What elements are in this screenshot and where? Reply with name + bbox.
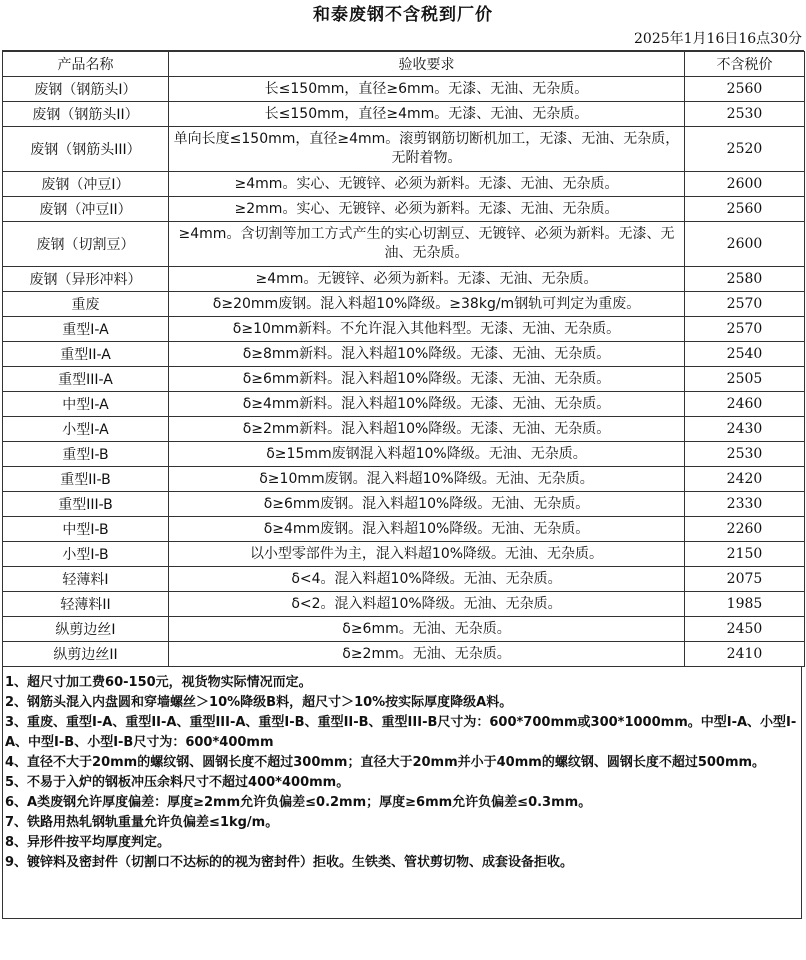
requirement-cell: δ<4。混入料超10%降级。无油、无杂质。: [169, 567, 685, 592]
product-name-cell: 纵剪边丝I: [3, 617, 169, 642]
table-row: [3, 417, 805, 442]
price-cell: 2450: [685, 617, 805, 642]
requirement-cell: δ≥2mm。无油、无杂质。: [169, 642, 685, 667]
product-name-cell: 废钢（异形冲料）: [3, 267, 169, 292]
requirement-cell: 以小型零部件为主，混入料超10%降级。无油、无杂质。: [169, 542, 685, 567]
price-cell: 2560: [685, 197, 805, 222]
note-item: 9、镀锌料及密封件（切割口不达标的的视为密封件）拒收。生铁类、管状剪切物、成套设备拒收。: [5, 855, 574, 870]
price-cell: 2430: [685, 417, 805, 442]
product-name-cell: 重型III-A: [3, 367, 169, 392]
price-cell: 2540: [685, 342, 805, 367]
requirement-cell: δ≥10mm废钢。混入料超10%降级。无油、无杂质。: [169, 467, 685, 492]
note-item: 5、不易于入炉的钢板冲压余料尺寸不超过400*400mm。: [5, 775, 350, 790]
table-row: [3, 517, 805, 542]
price-table: [2, 51, 805, 667]
product-name-cell: 重型I-B: [3, 442, 169, 467]
price-cell: 2600: [685, 172, 805, 197]
table-row: [3, 492, 805, 517]
product-name-cell: 轻薄料II: [3, 592, 169, 617]
requirement-cell: ≥4mm。实心、无镀锌、必须为新料。无漆、无油、无杂质。: [169, 172, 685, 197]
price-cell: 2410: [685, 642, 805, 667]
table-row: [3, 617, 805, 642]
product-name-cell: 轻薄料I: [3, 567, 169, 592]
table-row: [3, 542, 805, 567]
price-cell: 2580: [685, 267, 805, 292]
table-row: [3, 267, 805, 292]
product-name-cell: 小型I-A: [3, 417, 169, 442]
note-item: 4、直径不大于20mm的螺纹钢、圆钢长度不超过300mm；直径大于20mm并小于40mm的螺纹钢、圆钢长度不超过500mm。: [5, 755, 766, 770]
table-row: [3, 592, 805, 617]
price-cell: 2530: [685, 442, 805, 467]
price-cell: 2570: [685, 317, 805, 342]
table-row: [3, 367, 805, 392]
requirement-cell: δ≥20mm废钢。混入料超10%降级。≥38kg/m钢轨可判定为重废。: [169, 292, 685, 317]
requirement-cell: 单向长度≤150mm，直径≥4mm。滚剪钢筋切断机加工，无漆、无油、无杂质，无附着物。: [169, 127, 685, 172]
table-row: [3, 342, 805, 367]
note-item: 3、重废、重型I-A、重型II-A、重型III-A、重型I-B、重型II-B、重型III-B尺寸为：600*700mm或300*1000mm。中型I-A、小型I-A、中型I-B、小型I-B尺寸为：600*400mm: [5, 715, 797, 750]
price-date: 2025年1月16日16点30分: [2, 28, 804, 51]
product-name-cell: 重废: [3, 292, 169, 317]
table-row: [3, 222, 805, 267]
requirement-cell: ≥4mm。无镀锌、必须为新料。无漆、无油、无杂质。: [169, 267, 685, 292]
product-name-cell: 废钢（冲豆II）: [3, 197, 169, 222]
note-item: 1、超尺寸加工费60-150元，视货物实际情况而定。: [5, 675, 312, 690]
requirement-cell: δ≥4mm新料。混入料超10%降级。无漆、无油、无杂质。: [169, 392, 685, 417]
price-cell: 1985: [685, 592, 805, 617]
header-product-name: 产品名称: [3, 52, 169, 77]
table-row: [3, 127, 805, 172]
product-name-cell: 废钢（冲豆I）: [3, 172, 169, 197]
header-price: 不含税价: [685, 52, 805, 77]
note-item: 6、A类废钢允许厚度偏差：厚度≥2mm允许负偏差≤0.2mm；厚度≥6mm允许负偏差≤0.3mm。: [5, 795, 592, 810]
requirement-cell: ≥4mm。含切割等加工方式产生的实心切割豆、无镀锌、必须为新料。无漆、无油、无杂质。: [169, 222, 685, 267]
table-row: [3, 197, 805, 222]
product-name-cell: 重型II-B: [3, 467, 169, 492]
price-cell: 2460: [685, 392, 805, 417]
price-cell: 2260: [685, 517, 805, 542]
table-row: [3, 442, 805, 467]
header-requirements: 验收要求: [169, 52, 685, 77]
table-row: [3, 77, 805, 102]
requirement-cell: δ<2。混入料超10%降级。无油、无杂质。: [169, 592, 685, 617]
table-header-row: [3, 52, 805, 77]
requirement-cell: δ≥8mm新料。混入料超10%降级。无漆、无油、无杂质。: [169, 342, 685, 367]
table-row: [3, 467, 805, 492]
note-item: 7、铁路用热轧钢轨重量允许负偏差≤1kg/m。: [5, 815, 279, 830]
product-name-cell: 重型III-B: [3, 492, 169, 517]
table-row: [3, 392, 805, 417]
page-title: 和泰废钢不含税到厂价: [313, 5, 493, 25]
table-row: [3, 317, 805, 342]
price-cell: 2150: [685, 542, 805, 567]
table-row: [3, 172, 805, 197]
requirement-cell: δ≥4mm废钢。混入料超10%降级。无油、无杂质。: [169, 517, 685, 542]
price-cell: 2600: [685, 222, 805, 267]
table-row: [3, 102, 805, 127]
price-cell: 2530: [685, 102, 805, 127]
requirement-cell: δ≥6mm。无油、无杂质。: [169, 617, 685, 642]
product-name-cell: 废钢（钢筋头II）: [3, 102, 169, 127]
price-cell: 2075: [685, 567, 805, 592]
price-cell: 2330: [685, 492, 805, 517]
notes-section: [2, 667, 802, 919]
table-row: [3, 642, 805, 667]
product-name-cell: 废钢（钢筋头III）: [3, 127, 169, 172]
requirement-cell: ≥2mm。实心、无镀锌、必须为新料。无漆、无油、无杂质。: [169, 197, 685, 222]
requirement-cell: δ≥15mm废钢混入料超10%降级。无油、无杂质。: [169, 442, 685, 467]
requirement-cell: 长≤150mm，直径≥6mm。无漆、无油、无杂质。: [169, 77, 685, 102]
requirement-cell: δ≥6mm新料。混入料超10%降级。无漆、无油、无杂质。: [169, 367, 685, 392]
price-cell: 2505: [685, 367, 805, 392]
product-name-cell: 重型I-A: [3, 317, 169, 342]
price-cell: 2570: [685, 292, 805, 317]
price-cell: 2520: [685, 127, 805, 172]
product-name-cell: 小型I-B: [3, 542, 169, 567]
product-name-cell: 中型I-B: [3, 517, 169, 542]
note-item: 2、钢筋头混入内盘圆和穿墙螺丝＞10%降级B料，超尺寸＞10%按实际厚度降级A料。: [5, 695, 513, 710]
table-row: [3, 292, 805, 317]
product-name-cell: 重型II-A: [3, 342, 169, 367]
requirement-cell: 长≤150mm，直径≥4mm。无漆、无油、无杂质。: [169, 102, 685, 127]
requirement-cell: δ≥2mm新料。混入料超10%降级。无漆、无油、无杂质。: [169, 417, 685, 442]
product-name-cell: 纵剪边丝II: [3, 642, 169, 667]
requirement-cell: δ≥10mm新料。不允许混入其他料型。无漆、无油、无杂质。: [169, 317, 685, 342]
note-item: 8、异形件按平均厚度判定。: [5, 835, 171, 850]
price-cell: 2420: [685, 467, 805, 492]
price-sheet: [2, 2, 804, 919]
requirement-cell: δ≥6mm废钢。混入料超10%降级。无油、无杂质。: [169, 492, 685, 517]
product-name-cell: 废钢（钢筋头I）: [3, 77, 169, 102]
product-name-cell: 中型I-A: [3, 392, 169, 417]
table-row: [3, 567, 805, 592]
price-cell: 2560: [685, 77, 805, 102]
product-name-cell: 废钢（切割豆）: [3, 222, 169, 267]
